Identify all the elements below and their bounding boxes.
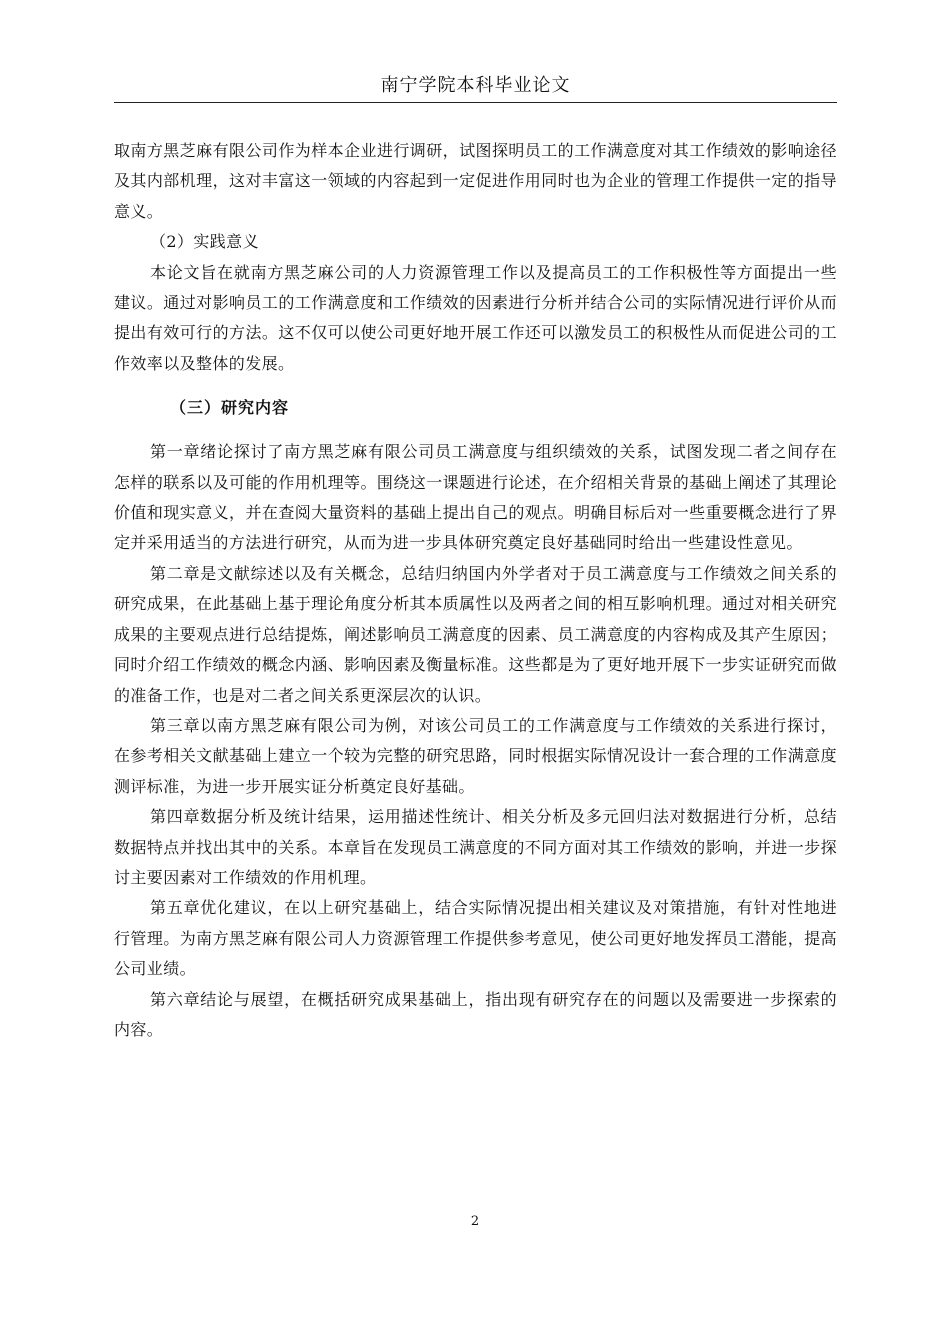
subheading-practical-significance: （2）实践意义: [150, 232, 259, 252]
paragraph-chapter-3: 第三章以南方黑芝麻有限公司为例，对该公司员工的工作满意度与工作绩效的关系进行探讨，在参考相关文献基础上建立一个较为完整的研究思路，同时根据实际情况设计一套合理的工作满意度测评标准，为进一步开展实证分析奠定良好基础。: [114, 715, 837, 796]
paragraph-chapter-2: 第二章是文献综述以及有关概念，总结归纳国内外学者对于员工满意度与工作绩效之间关系的研究成果，在此基础上基于理论角度分析其本质属性以及两者之间的相互影响机理。通过对相关研究成果的主要观点进行总结提炼，阐述影响员工满意度的因素、员工满意度的内容构成及其产生原因；同时介绍工作绩效的概念内涵、影响因素及衡量标准。这些都是为了更好地开展下一步实证研究而做的准备工作，也是对二者之间关系更深层次的认识。: [114, 563, 837, 705]
paragraph-chapter-6: 第六章结论与展望，在概括研究成果基础上，指出现有研究存在的问题以及需要进一步探索的内容。: [114, 989, 837, 1039]
paper-body: [114, 136, 837, 1045]
paragraph-continuation: 取南方黑芝麻有限公司作为样本企业进行调研，试图探明员工的工作满意度对其工作绩效的影响途径及其内部机理，这对丰富这一领域的内容起到一定促进作用同时也为企业的管理工作提供一定的指导意义。: [114, 141, 837, 221]
paragraph-chapter-5: 第五章优化建议，在以上研究基础上，结合实际情况提出相关建议及对策措施，有针对性地进行管理。为南方黑芝麻有限公司人力资源管理工作提供参考意见，使公司更好地发挥员工潜能，提高公司业绩。: [114, 898, 837, 979]
paragraph-chapter-1: 第一章绪论探讨了南方黑芝麻有限公司员工满意度与组织绩效的关系，试图发现二者之间存在怎样的联系以及可能的作用机理等。围绕这一课题进行论述，在介绍相关背景的基础上阐述了其理论价值和现实意义，并在查阅大量资料的基础上提出自己的观点。明确目标后对一些重要概念进行了界定并采用适当的方法进行研究，从而为进一步具体研究奠定良好基础同时给出一些建设性意见。: [114, 442, 837, 553]
page-header-title: 南宁学院本科毕业论文: [380, 75, 571, 96]
paragraph-practical-significance: 本论文旨在就南方黑芝麻公司的人力资源管理工作以及提高员工的工作积极性等方面提出一些建议。通过对影响员工的工作满意度和工作绩效的因素进行分析并结合公司的实际情况进行评价从而提出有效可行的方法。这不仅可以使公司更好地开展工作还可以激发员工的积极性从而促进公司的工作效率以及整体的发展。: [114, 262, 837, 373]
page-number: 2: [470, 1214, 480, 1229]
section-heading-research-content: （三）研究内容: [170, 398, 290, 418]
header-divider: [114, 102, 837, 103]
paragraph-chapter-4: 第四章数据分析及统计结果，运用描述性统计、相关分析及多元回归法对数据进行分析，总结数据特点并找出其中的关系。本章旨在发现员工满意度的不同方面对其工作绩效的影响，并进一步探讨主要因素对工作绩效的作用机理。: [114, 807, 837, 887]
